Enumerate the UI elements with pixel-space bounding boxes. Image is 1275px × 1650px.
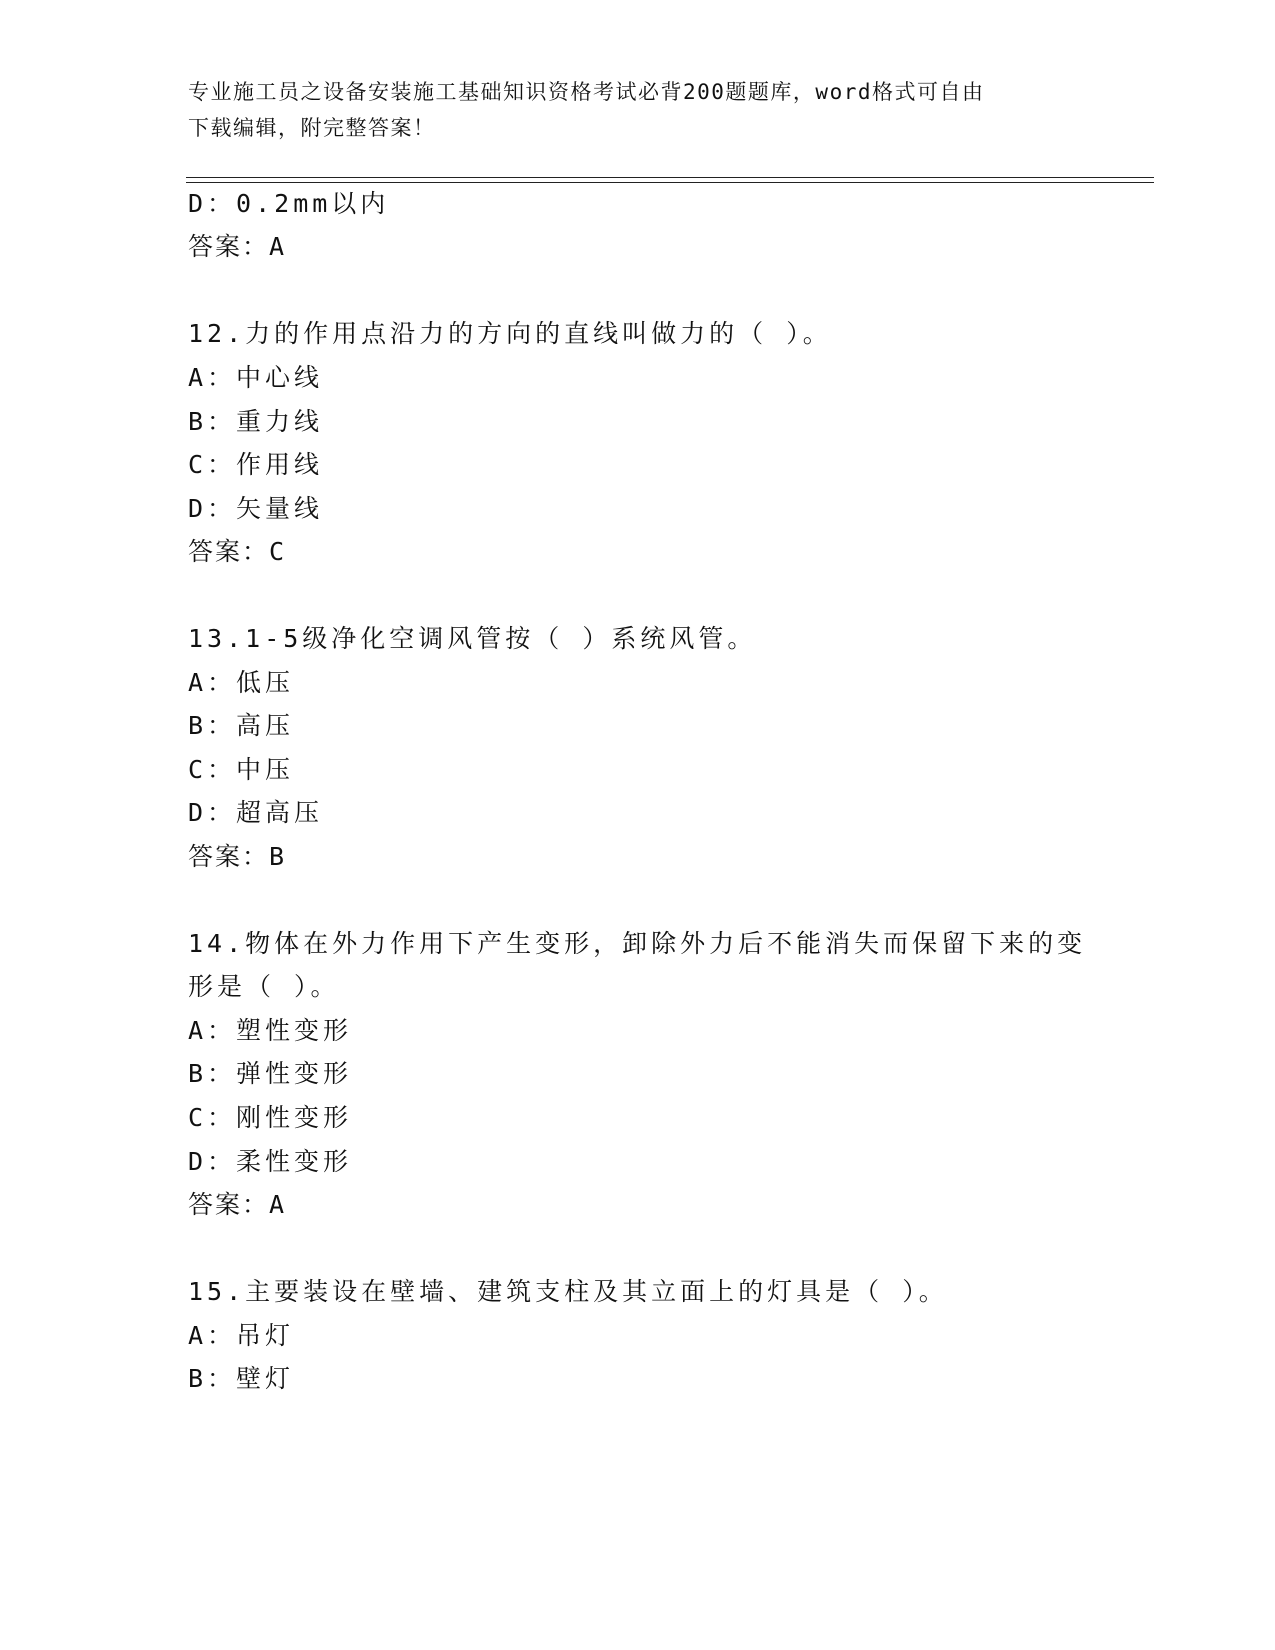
q14-question-line-1: 14.物体在外力作用下产生变形，卸除外力后不能消失而保留下来的变 — [188, 929, 1087, 958]
q13-question: 13.1-5级净化空调风管按（ ）系统风管。 — [188, 624, 757, 653]
q11-option-d: D：0.2mm以内 — [188, 189, 390, 218]
header-line-1: 专业施工员之设备安装施工基础知识资格考试必背200题题库，word格式可自由 — [188, 80, 985, 104]
header-divider-bottom — [186, 182, 1154, 183]
header-line-2: 下载编辑，附完整答案！ — [188, 116, 436, 140]
q13-option-c: C：中压 — [188, 755, 295, 784]
q13-option-b: B：高压 — [188, 711, 295, 740]
q15-question: 15.主要装设在壁墙、建筑支柱及其立面上的灯具是（ ）。 — [188, 1277, 948, 1306]
q12-option-b: B：重力线 — [188, 407, 324, 436]
q14-option-b: B：弹性变形 — [188, 1059, 353, 1088]
q12-option-c: C：作用线 — [188, 450, 324, 479]
q13-option-a: A：低压 — [188, 668, 295, 697]
q12-option-a: A：中心线 — [188, 363, 324, 392]
q13-option-d: D：超高压 — [188, 798, 324, 827]
q15-option-b: B：壁灯 — [188, 1364, 295, 1393]
q14-option-c: C：刚性变形 — [188, 1103, 353, 1132]
q14-option-d: D：柔性变形 — [188, 1147, 353, 1176]
q13-answer: 答案：B — [188, 842, 287, 871]
q11-answer: 答案：A — [188, 232, 287, 261]
q14-option-a: A：塑性变形 — [188, 1016, 353, 1045]
q12-answer: 答案：C — [188, 537, 287, 566]
document-header — [188, 74, 1068, 146]
q14-answer: 答案：A — [188, 1190, 287, 1219]
q15-option-a: A：吊灯 — [188, 1321, 295, 1350]
q12-option-d: D：矢量线 — [188, 494, 324, 523]
q12-question: 12.力的作用点沿力的方向的直线叫做力的（ ）。 — [188, 319, 832, 348]
q14-question-line-2: 形是（ ）。 — [188, 972, 340, 1001]
header-divider-top — [186, 177, 1154, 178]
